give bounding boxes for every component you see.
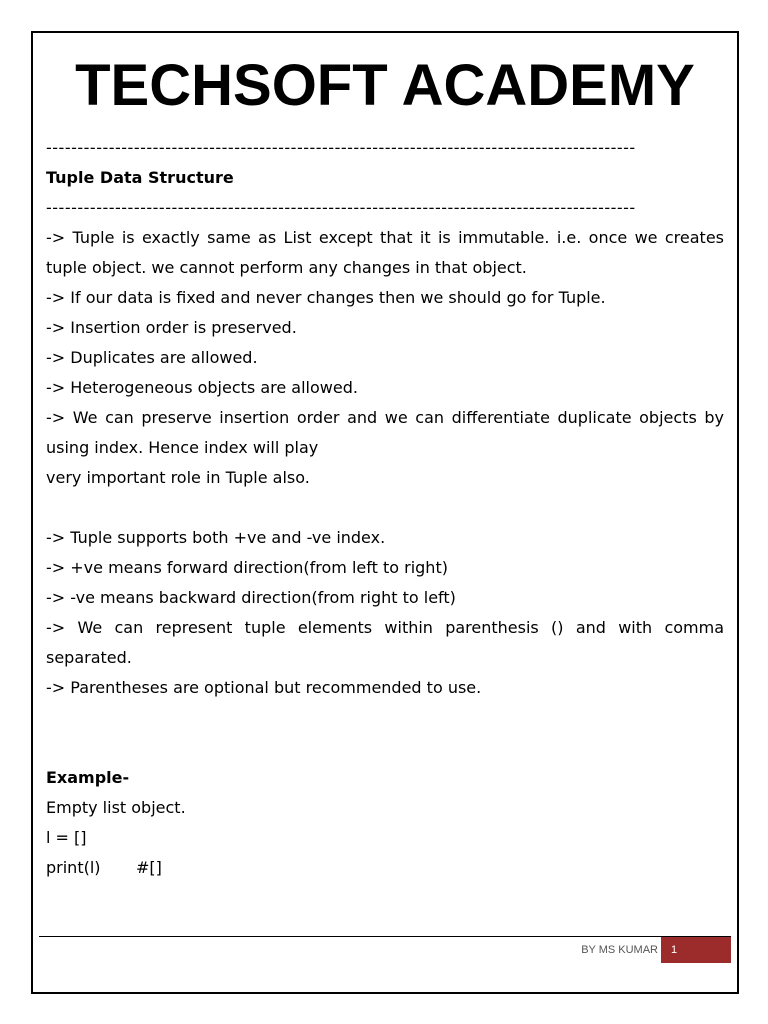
paragraph-line: -> +ve means forward direction(from left to right) bbox=[46, 558, 448, 577]
example-code-line: l = [] bbox=[46, 828, 87, 847]
divider-top: ---------------------------------------------------------------------------------------------- bbox=[46, 138, 636, 157]
paragraph-line: -> Parentheses are optional but recommended to use. bbox=[46, 678, 482, 697]
paragraph-line: separated. bbox=[46, 648, 132, 667]
paragraph-line: -> Duplicates are allowed. bbox=[46, 348, 258, 367]
paragraph-line: tuple object. we cannot perform any changes in that object. bbox=[46, 258, 527, 277]
example-heading: Example- bbox=[46, 768, 130, 787]
paragraph-line: very important role in Tuple also. bbox=[46, 468, 310, 487]
paragraph-line: -> Tuple supports both +ve and -ve index. bbox=[46, 528, 386, 547]
spacer bbox=[46, 703, 724, 763]
divider-bottom: ---------------------------------------------------------------------------------------------- bbox=[46, 198, 636, 217]
example-comment: #[] bbox=[136, 858, 162, 877]
paragraph-line: -> If our data is fixed and never changes then we should go for Tuple. bbox=[46, 288, 606, 307]
paragraph-line: -> We can preserve insertion order and we can differentiate duplicate objects by bbox=[46, 408, 724, 427]
paragraph-line: -> Heterogeneous objects are allowed. bbox=[46, 378, 358, 397]
example-line: Empty list object. bbox=[46, 798, 186, 817]
section-heading: Tuple Data Structure bbox=[46, 168, 234, 187]
example-code-line bbox=[46, 853, 724, 883]
footer-divider bbox=[39, 936, 731, 937]
paragraph-line: -> -ve means backward direction(from right to left) bbox=[46, 588, 456, 607]
document-content bbox=[46, 133, 724, 883]
page-number-badge: 1 bbox=[661, 937, 731, 963]
paragraph-line: -> Insertion order is preserved. bbox=[46, 318, 297, 337]
paragraph-line: using index. Hence index will play bbox=[46, 438, 319, 457]
paragraph-line: -> Tuple is exactly same as List except that it is immutable. i.e. once we creates bbox=[46, 228, 724, 247]
example-code: print(l) bbox=[46, 858, 101, 877]
footer-author: BY MS KUMAR bbox=[581, 944, 658, 956]
page-title: TECHSOFT ACADEMY bbox=[75, 53, 695, 118]
document-page bbox=[31, 31, 739, 994]
paragraph-line: -> We can represent tuple elements within parenthesis () and with comma bbox=[46, 618, 724, 637]
spacer bbox=[46, 493, 724, 523]
